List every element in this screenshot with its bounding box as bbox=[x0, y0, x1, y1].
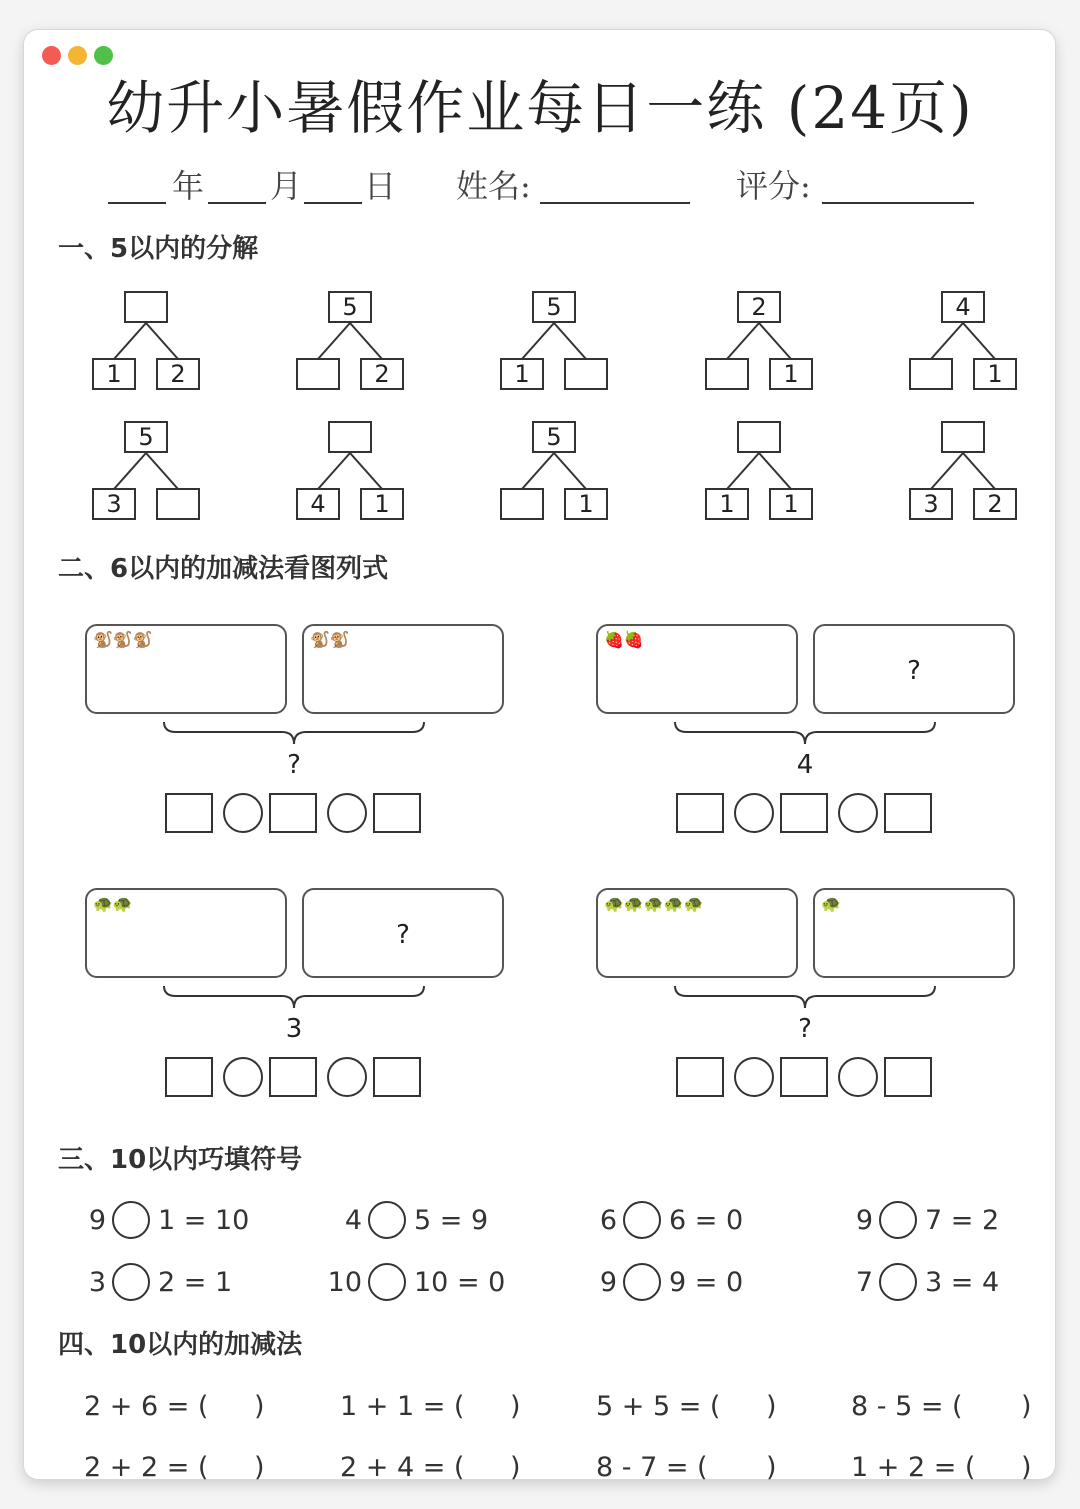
tree-left-box[interactable]: 1 bbox=[92, 358, 136, 390]
closing-paren: ) bbox=[254, 1391, 265, 1422]
closing-paren: ) bbox=[1021, 1391, 1032, 1422]
tree-right-box[interactable] bbox=[564, 358, 608, 390]
arithmetic-problem[interactable] bbox=[340, 1387, 521, 1427]
section-3-heading: 三、10以内巧填符号 bbox=[58, 1145, 303, 1175]
first-number: 7 bbox=[855, 1267, 873, 1298]
worksheet-title: 幼升小暑假作业每日一练 (24页) bbox=[106, 74, 974, 142]
symbol-circle[interactable] bbox=[879, 1263, 917, 1301]
picture-left-box bbox=[596, 624, 798, 714]
answer-operator-circle[interactable] bbox=[734, 1057, 774, 1097]
tree-top-box[interactable]: 5 bbox=[124, 421, 168, 453]
rest-of-equation: 3 = 4 bbox=[925, 1267, 1000, 1298]
closing-paren: ) bbox=[510, 1452, 521, 1483]
tree-top-box[interactable] bbox=[124, 291, 168, 323]
tree-top-box[interactable]: 5 bbox=[532, 291, 576, 323]
arithmetic-problem[interactable] bbox=[84, 1387, 265, 1427]
rest-of-equation: 5 = 9 bbox=[414, 1205, 489, 1236]
tree-right-box[interactable]: 1 bbox=[360, 488, 404, 520]
rest-of-equation: 7 = 2 bbox=[925, 1205, 1000, 1236]
tree-left-box[interactable]: 1 bbox=[500, 358, 544, 390]
answer-operator-circle[interactable] bbox=[327, 1057, 367, 1097]
answer-number-box[interactable] bbox=[165, 1057, 213, 1097]
tree-left-box[interactable] bbox=[909, 358, 953, 390]
arithmetic-problem[interactable] bbox=[596, 1387, 777, 1427]
name-blank[interactable] bbox=[540, 202, 690, 204]
rest-of-equation: 9 = 0 bbox=[669, 1267, 744, 1298]
picture-icons: 🐒🐒🐒 bbox=[93, 630, 153, 649]
picture-icons: 🐢🐢 bbox=[93, 894, 133, 913]
answer-operator-circle[interactable] bbox=[734, 793, 774, 833]
answer-number-box[interactable] bbox=[780, 1057, 828, 1097]
arithmetic-problem[interactable] bbox=[84, 1448, 265, 1488]
day-label: 日 bbox=[364, 167, 397, 205]
picture-icons: 🐢🐢🐢🐢🐢 bbox=[604, 894, 704, 913]
answer-number-box[interactable] bbox=[780, 793, 828, 833]
tree-top-box[interactable] bbox=[328, 421, 372, 453]
arithmetic-problem[interactable] bbox=[596, 1448, 777, 1488]
section-2-heading: 二、6以内的加减法看图列式 bbox=[58, 554, 389, 584]
tree-top-box[interactable]: 5 bbox=[328, 291, 372, 323]
expression: 8 - 5 = ( bbox=[851, 1391, 963, 1422]
answer-number-box[interactable] bbox=[269, 1057, 317, 1097]
picture-icons: 🐒🐒 bbox=[310, 630, 350, 649]
symbol-circle[interactable] bbox=[368, 1201, 406, 1239]
expression: 2 + 4 = ( bbox=[340, 1452, 465, 1483]
tree-right-box[interactable]: 1 bbox=[769, 358, 813, 390]
answer-number-box[interactable] bbox=[676, 793, 724, 833]
tree-top-box[interactable]: 2 bbox=[737, 291, 781, 323]
total-label: ? bbox=[798, 1014, 812, 1044]
section-4-heading: 四、10以内的加减法 bbox=[58, 1330, 303, 1360]
rest-of-equation: 10 = 0 bbox=[414, 1267, 506, 1298]
picture-right-box bbox=[813, 888, 1015, 978]
tree-right-box[interactable]: 1 bbox=[769, 488, 813, 520]
first-number: 3 bbox=[88, 1267, 106, 1298]
answer-operator-circle[interactable] bbox=[327, 793, 367, 833]
maximize-window-button[interactable] bbox=[94, 46, 113, 65]
rest-of-equation: 2 = 1 bbox=[158, 1267, 233, 1298]
first-number: 10 bbox=[327, 1267, 362, 1298]
arithmetic-problem[interactable] bbox=[851, 1387, 1032, 1427]
expression: 8 - 7 = ( bbox=[596, 1452, 708, 1483]
year-label: 年 bbox=[172, 167, 205, 205]
section-1-heading: 一、5以内的分解 bbox=[58, 234, 259, 264]
symbol-circle[interactable] bbox=[112, 1263, 150, 1301]
tree-left-box[interactable]: 3 bbox=[92, 488, 136, 520]
total-label: 3 bbox=[285, 1014, 303, 1044]
tree-left-box[interactable]: 3 bbox=[909, 488, 953, 520]
picture-left-box bbox=[85, 888, 287, 978]
picture-left-box bbox=[596, 888, 798, 978]
closing-paren: ) bbox=[1021, 1452, 1032, 1483]
tree-right-box[interactable]: 2 bbox=[973, 488, 1017, 520]
score-blank[interactable] bbox=[822, 202, 974, 204]
picture-icons: 🐢 bbox=[821, 894, 841, 913]
symbol-circle[interactable] bbox=[368, 1263, 406, 1301]
tree-top-box[interactable]: 4 bbox=[941, 291, 985, 323]
tree-left-box[interactable] bbox=[296, 358, 340, 390]
picture-right-box bbox=[302, 624, 504, 714]
tree-right-box[interactable] bbox=[156, 488, 200, 520]
arithmetic-problem[interactable] bbox=[851, 1448, 1032, 1488]
picture-icons: 🍓🍓 bbox=[604, 630, 644, 649]
answer-number-box[interactable] bbox=[165, 793, 213, 833]
answer-number-box[interactable] bbox=[373, 1057, 421, 1097]
month-label: 月 bbox=[270, 167, 303, 205]
closing-paren: ) bbox=[766, 1391, 777, 1422]
first-number: 9 bbox=[855, 1205, 873, 1236]
answer-number-box[interactable] bbox=[269, 793, 317, 833]
answer-number-box[interactable] bbox=[884, 1057, 932, 1097]
close-window-button[interactable] bbox=[42, 46, 61, 65]
picture-right-box bbox=[302, 888, 504, 978]
symbol-circle[interactable] bbox=[879, 1201, 917, 1239]
expression: 5 + 5 = ( bbox=[596, 1391, 721, 1422]
unknown-mark: ? bbox=[396, 920, 410, 950]
answer-operator-circle[interactable] bbox=[223, 793, 263, 833]
closing-paren: ) bbox=[766, 1452, 777, 1483]
symbol-circle[interactable] bbox=[623, 1201, 661, 1239]
answer-number-box[interactable] bbox=[884, 793, 932, 833]
tree-right-box[interactable]: 2 bbox=[360, 358, 404, 390]
closing-paren: ) bbox=[254, 1452, 265, 1483]
tree-top-box[interactable]: 5 bbox=[532, 421, 576, 453]
score-label: 评分: bbox=[736, 167, 811, 205]
month-blank[interactable] bbox=[208, 202, 266, 204]
symbol-circle[interactable] bbox=[112, 1201, 150, 1239]
answer-operator-circle[interactable] bbox=[838, 793, 878, 833]
minimize-window-button[interactable] bbox=[68, 46, 87, 65]
first-number: 4 bbox=[344, 1205, 362, 1236]
answer-operator-circle[interactable] bbox=[838, 1057, 878, 1097]
name-label: 姓名: bbox=[456, 167, 531, 205]
total-label: ? bbox=[287, 750, 301, 780]
tree-left-box[interactable]: 1 bbox=[705, 488, 749, 520]
unknown-mark: ? bbox=[907, 656, 921, 686]
tree-left-box[interactable] bbox=[500, 488, 544, 520]
year-blank[interactable] bbox=[108, 202, 166, 204]
rest-of-equation: 6 = 0 bbox=[669, 1205, 744, 1236]
picture-left-box bbox=[85, 624, 287, 714]
closing-paren: ) bbox=[510, 1391, 521, 1422]
expression: 2 + 6 = ( bbox=[84, 1391, 209, 1422]
expression: 2 + 2 = ( bbox=[84, 1452, 209, 1483]
first-number: 9 bbox=[599, 1267, 617, 1298]
tree-top-box[interactable] bbox=[941, 421, 985, 453]
tree-top-box[interactable] bbox=[737, 421, 781, 453]
picture-right-box bbox=[813, 624, 1015, 714]
first-number: 6 bbox=[599, 1205, 617, 1236]
tree-right-box[interactable]: 1 bbox=[973, 358, 1017, 390]
tree-left-box[interactable]: 4 bbox=[296, 488, 340, 520]
first-number: 9 bbox=[88, 1205, 106, 1236]
symbol-circle[interactable] bbox=[623, 1263, 661, 1301]
day-blank[interactable] bbox=[304, 202, 362, 204]
answer-operator-circle[interactable] bbox=[223, 1057, 263, 1097]
expression: 1 + 1 = ( bbox=[340, 1391, 465, 1422]
rest-of-equation: 1 = 10 bbox=[158, 1205, 250, 1236]
answer-number-box[interactable] bbox=[373, 793, 421, 833]
total-label: 4 bbox=[796, 750, 814, 780]
tree-left-box[interactable] bbox=[705, 358, 749, 390]
answer-number-box[interactable] bbox=[676, 1057, 724, 1097]
arithmetic-problem[interactable] bbox=[340, 1448, 521, 1488]
tree-right-box[interactable]: 1 bbox=[564, 488, 608, 520]
expression: 1 + 2 = ( bbox=[851, 1452, 976, 1483]
tree-right-box[interactable]: 2 bbox=[156, 358, 200, 390]
